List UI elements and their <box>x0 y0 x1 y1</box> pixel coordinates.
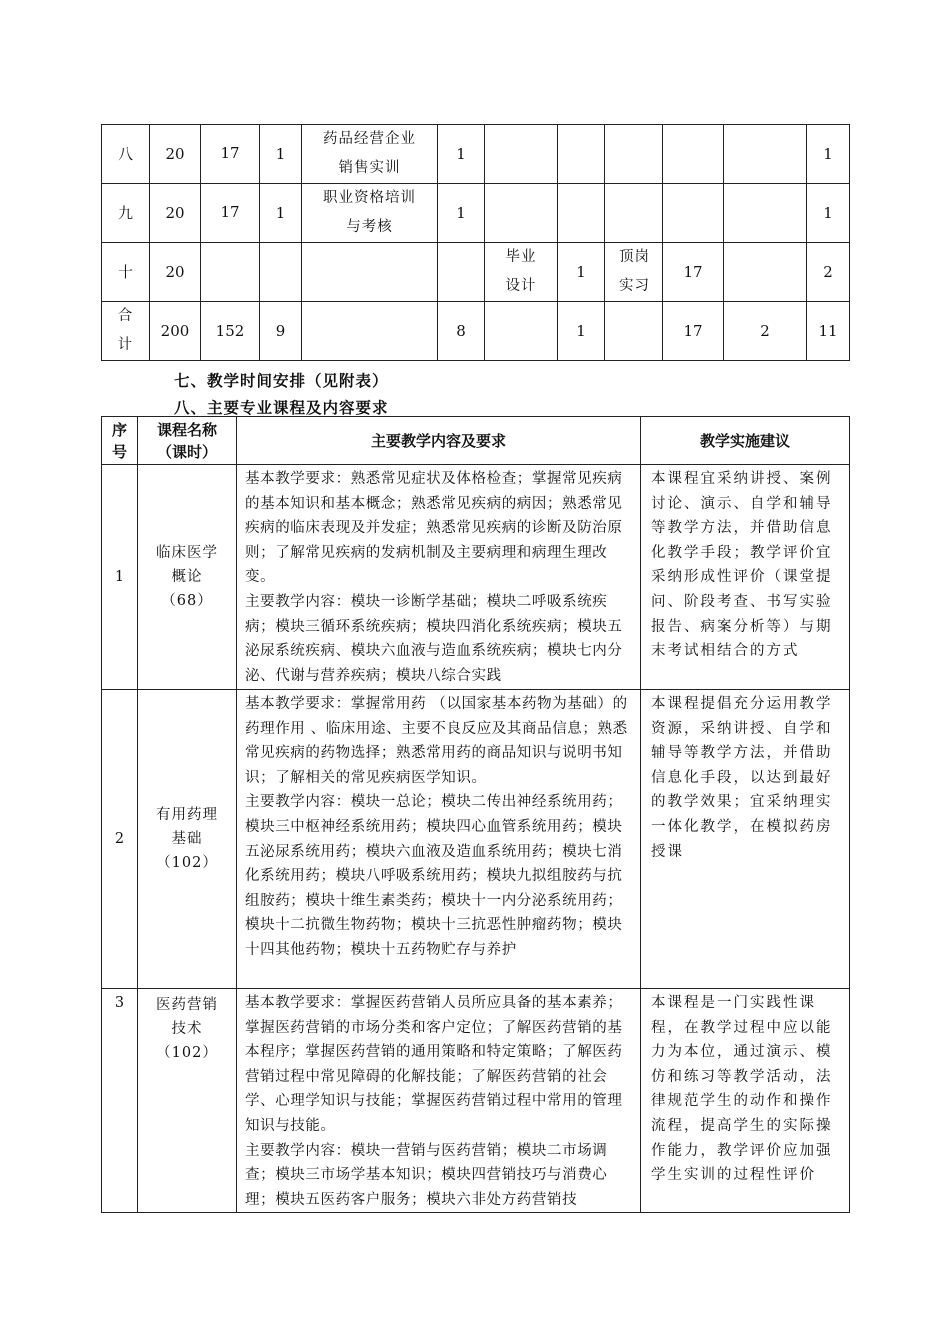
weeks-cell: 20 <box>150 125 201 184</box>
teaching-cell: 152 <box>201 302 260 361</box>
other-cell <box>724 243 807 302</box>
course-table <box>101 416 850 1213</box>
exam-cell: 1 <box>260 125 302 184</box>
intern-weeks-cell <box>663 184 724 243</box>
course-name-cell <box>138 989 237 1213</box>
exam-cell <box>260 243 302 302</box>
course-requirements: 基本教学要求：掌握常用药 （以国家基本药物为基础）的药理作用 、临床用途、主要不良反应及其商品信息；熟悉常见疾病的药物选择；熟悉常用药的商品知识与说明书知识；了解相关的常见疾病医学知识。 <box>245 696 628 786</box>
weeks-cell: 20 <box>150 243 201 302</box>
course-main-content: 主要教学内容：模块一营销与医药营销；模块二市场调查；模块三市场学基本知识；模块四营销技巧与消费心理；模块五医药客户服务；模块六非处方药营销技 <box>245 1142 608 1208</box>
course-row <box>102 989 850 1213</box>
training-name-cell <box>302 243 438 302</box>
course-index: 1 <box>102 465 138 690</box>
training-name-cell <box>302 302 438 361</box>
intern-name-cell: 顶岗实习 <box>605 243 663 302</box>
course-name-cell <box>138 690 237 989</box>
intern-weeks-cell: 17 <box>663 243 724 302</box>
schedule-table <box>101 124 850 361</box>
schedule-row <box>102 243 850 302</box>
term-cell: 八 <box>102 125 150 184</box>
intern-weeks-cell <box>663 125 724 184</box>
content-header: 主要教学内容及要求 <box>237 417 641 465</box>
exam-cell: 1 <box>260 184 302 243</box>
training-weeks-cell: 8 <box>438 302 485 361</box>
design-name-cell <box>485 184 558 243</box>
course-advice: 本课程提倡充分运用教学资源，采纳讲授、自学和辅导等教学方法，并借助信息化手段，以达到最好的教学效果；宜采纳理实一体化教学，在模拟药房授课 <box>641 690 850 989</box>
design-weeks-cell: 1 <box>558 302 605 361</box>
course-name: 医药营销技术 <box>156 997 218 1037</box>
intern-weeks-cell: 17 <box>663 302 724 361</box>
total-cell: 1 <box>807 184 850 243</box>
course-requirements: 基本教学要求：熟悉常见症状及体格检查；掌握常见疾病的基本知识和基本概念；熟悉常见疾病的病因；熟悉常见疾病的临床表现及并发症；熟悉常见疾病的诊断及防治原则；了解常见疾病的发病机制及主要病理和病理生理改变。 <box>245 471 623 586</box>
total-cell: 1 <box>807 125 850 184</box>
course-content-cell <box>237 989 641 1213</box>
course-index: 3 <box>102 989 138 1213</box>
course-main-content: 主要教学内容：模块一诊断学基础；模块二呼吸系统疾病；模块三循环系统疾病；模块四消化系统疾病；模块五泌尿系统疾病、模块六血液与造血系统疾病；模块七内分泌、代谢与营养疾病；模块八综合实践 <box>245 593 623 684</box>
course-advice: 本课程宜采纳讲授、案例讨论、演示、自学和辅导等教学方法，并借助信息化教学手段；教学评价宜采纳形成性评价（课堂提问、阶段考查、书写实验报告、病案分析等）与期末考试相结合的方式 <box>641 465 850 690</box>
training-weeks-cell: 1 <box>438 184 485 243</box>
course-index: 2 <box>102 690 138 989</box>
intern-name-cell <box>605 302 663 361</box>
other-cell <box>724 184 807 243</box>
exam-cell: 9 <box>260 302 302 361</box>
other-cell <box>724 125 807 184</box>
course-hours: （102） <box>156 855 218 871</box>
design-weeks-cell <box>558 184 605 243</box>
weeks-cell: 200 <box>150 302 201 361</box>
course-main-content: 主要教学内容：模块一总论；模块二传出神经系统用药；模块三中枢神经系统用药；模块四心血管系统用药；模块五泌尿系统用药；模块六血液及造血系统用药；模块七消化系统用药；模块八呼吸系统用药；模块九拟组胺药与抗组胺药；模块十维生素类药；模块十一内分泌系统用药；模块十二抗微生物药物；模块十三抗恶性肿瘤药物；模块十四其他药物；模块十五药物贮存与养护 <box>245 794 623 958</box>
training-name-cell: 职业资格培训与考核 <box>302 184 438 243</box>
course-row <box>102 465 850 690</box>
course-name: 有用药理基础 <box>156 807 218 847</box>
term-cell: 十 <box>102 243 150 302</box>
course-hours: （68） <box>161 593 213 609</box>
schedule-row <box>102 184 850 243</box>
course-name-cell <box>138 465 237 690</box>
intern-name-cell <box>605 125 663 184</box>
course-name: 临床医学概论 <box>156 545 218 585</box>
intern-name-cell <box>605 184 663 243</box>
teaching-cell <box>201 243 260 302</box>
design-name-cell: 毕业设计 <box>485 243 558 302</box>
schedule-total-row <box>102 302 850 361</box>
design-name-cell <box>485 125 558 184</box>
training-weeks-cell <box>438 243 485 302</box>
design-weeks-cell: 1 <box>558 243 605 302</box>
section-heading-7: 七、教学时间安排（见附表） <box>174 371 389 390</box>
schedule-row <box>102 125 850 184</box>
teaching-cell: 17 <box>201 184 260 243</box>
teaching-cell: 17 <box>201 125 260 184</box>
section-heading-8: 八、主要专业课程及内容要求 <box>174 398 389 417</box>
other-cell: 2 <box>724 302 807 361</box>
training-name-cell: 药品经营企业销售实训 <box>302 125 438 184</box>
course-row <box>102 690 850 989</box>
course-requirements: 基本教学要求：掌握医药营销人员所应具备的基本素养；掌握医药营销的市场分类和客户定位；了解医药营销的基本程序；掌握医药营销的通用策略和特定策略；了解医药营销过程中常见障碍的化解技能；了解医药营销的社会学、心理学知识与技能；掌握医药营销过程中常用的管理知识与技能。 <box>245 995 623 1134</box>
course-content-cell <box>237 690 641 989</box>
course-content-cell <box>237 465 641 690</box>
training-weeks-cell: 1 <box>438 125 485 184</box>
term-cell: 合计 <box>102 302 150 361</box>
course-table-header <box>102 417 850 465</box>
advice-header: 教学实施建议 <box>641 417 850 465</box>
index-header: 序号 <box>102 417 138 465</box>
course-hours: （102） <box>156 1045 218 1061</box>
weeks-cell: 20 <box>150 184 201 243</box>
design-weeks-cell <box>558 125 605 184</box>
term-cell: 九 <box>102 184 150 243</box>
name-header: 课程名称（课时） <box>138 417 237 465</box>
course-advice: 本课程是一门实践性课程，在教学过程中应以能力为本位，通过演示、模仿和练习等教学活动，法律规范学生的动作和操作流程，提高学生的实际操作能力，教学评价应加强学生实训的过程性评价 <box>641 989 850 1213</box>
total-cell: 11 <box>807 302 850 361</box>
total-cell: 2 <box>807 243 850 302</box>
design-name-cell <box>485 302 558 361</box>
